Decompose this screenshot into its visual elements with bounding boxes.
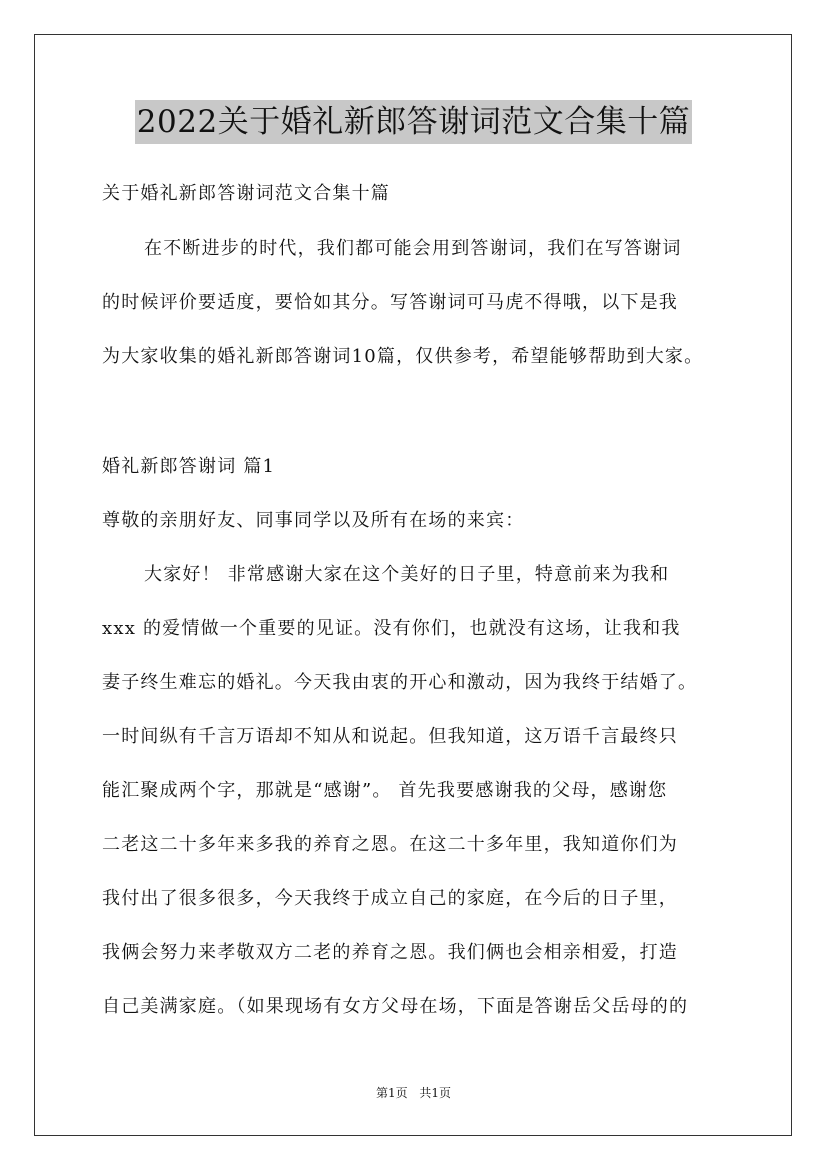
section-heading: 婚礼新郎答谢词 篇1	[102, 456, 276, 477]
paragraph-line: xxx 的爱情做一个重要的见证。没有你们，也就没有这场，让我和我	[102, 618, 681, 639]
paragraph-line: 大家好！ 非常感谢大家在这个美好的日子里，特意前来为我和	[144, 564, 670, 585]
page-number: 第1页	[375, 1086, 408, 1100]
paragraph-line: 我付出了很多很多，今天我终于成立自己的家庭，在今后的日子里，	[102, 888, 678, 909]
page-footer	[0, 1084, 827, 1101]
subtitle-line: 关于婚礼新郎答谢词范文合集十篇	[102, 183, 390, 204]
page-total: 共1页	[419, 1086, 452, 1100]
paragraph-line: 的时候评价要适度，要恰如其分。写答谢词可马虎不得哦，以下是我	[102, 292, 678, 313]
paragraph-line: 自己美满家庭。（如果现场有女方父母在场，下面是答谢岳父岳母的的	[102, 996, 689, 1017]
salutation-line: 尊敬的亲朋好友、同事同学以及所有在场的来宾：	[102, 510, 525, 531]
paragraph-line: 为大家收集的婚礼新郎答谢词10篇，仅供参考，希望能够帮助到大家。	[102, 346, 704, 367]
title-container	[0, 100, 827, 144]
paragraph-line: 二老这二十多年来多我的养育之恩。在这二十多年里，我知道你们为	[102, 834, 678, 855]
paragraph-line: 我俩会努力来孝敬双方二老的养育之恩。我们俩也会相亲相爱，打造	[102, 942, 678, 963]
document-title: 2022关于婚礼新郎答谢词范文合集十篇	[135, 100, 692, 144]
paragraph-line: 在不断进步的时代，我们都可能会用到答谢词，我们在写答谢词	[144, 238, 682, 259]
paragraph-line: 妻子终生难忘的婚礼。今天我由衷的开心和激动，因为我终于结婚了。	[102, 672, 698, 693]
paragraph-line: 能汇聚成两个字，那就是“感谢”。 首先我要感谢我的父母，感谢您	[102, 780, 668, 801]
paragraph-line: 一时间纵有千言万语却不知从和说起。但我知道，这万语千言最终只	[102, 726, 678, 747]
